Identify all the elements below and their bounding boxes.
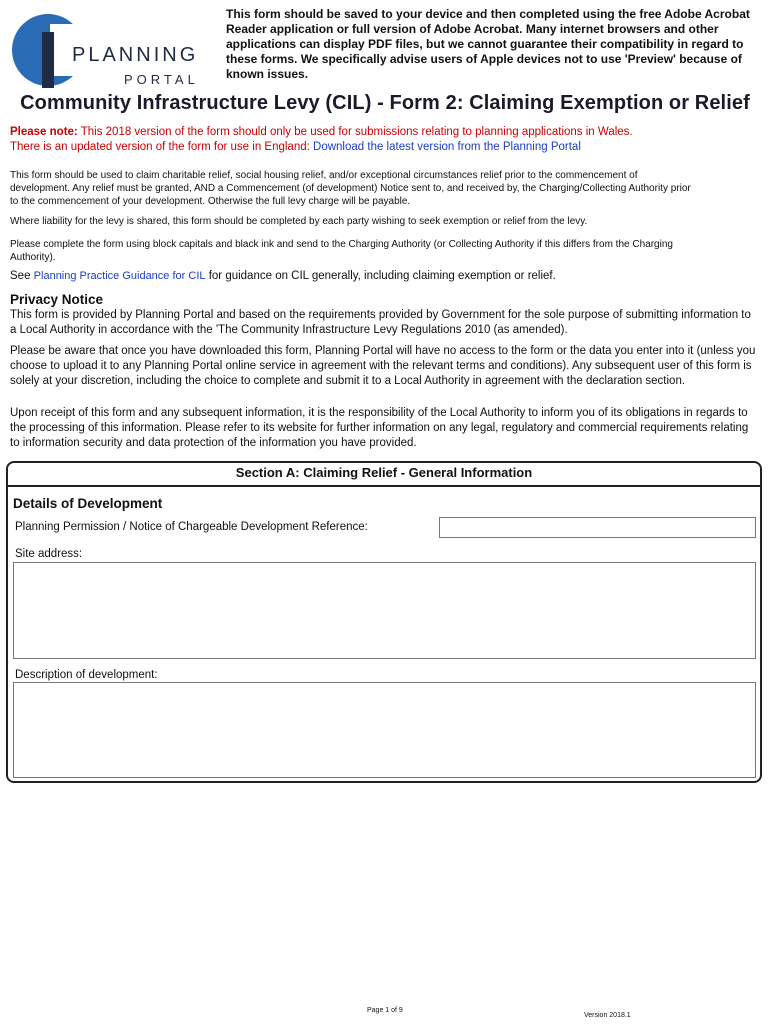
top-warning: This form should be saved to your device and then completed using the free Adobe Acrobat Reader application or full version of Adobe Acrobat. Many internet browsers and other applications can display PDF files, but we cannot guarantee their compatibility in regard to these forms. We specifically advise users of Apple devices not to use 'Preview' because of known issues.: [226, 7, 750, 81]
page-number: Page 1 of 9: [367, 1007, 403, 1014]
version-label: Version 2018.1: [584, 1012, 631, 1019]
see-text: See: [10, 270, 31, 282]
description-input[interactable]: [13, 682, 756, 778]
note-label: Please note:: [10, 126, 78, 138]
description-label: Description of development:: [15, 669, 158, 681]
note-text-1: This 2018 version of the form should only be used for submissions relating to planning applications in Wales.: [77, 126, 633, 138]
privacy-heading: Privacy Notice: [10, 292, 104, 307]
section-a-header: Section A: Claiming Relief - General Information: [6, 461, 762, 487]
privacy-paragraph-3: Upon receipt of this form and any subsequent information, it is the responsibility of the Local Authority to inform you of its obligations in regards to the processing of this information. Please refer to its website for further information on any legal, regulatory and commercial requirements relating to information security and data protection of the information you have provided.: [10, 407, 749, 449]
privacy-paragraph-2: Please be aware that once you have downloaded this form, Planning Portal will have no access to the form or the data you enter into it (unless you choose to upload it to any Planning Portal online service in agreement with the relevant terms and conditions). Any subsequent user of this form is solely at your discretion, including the choice to complete and submit it to a Local Authority in agreement with the declaration section.: [10, 345, 756, 387]
planning-guidance-link[interactable]: Planning Practice Guidance for CIL: [33, 270, 206, 282]
details-heading: Details of Development: [13, 496, 163, 511]
planning-portal-logo: [12, 12, 202, 88]
logo-text-planning: PLANNING: [72, 44, 199, 66]
site-address-label: Site address:: [15, 548, 83, 560]
logo-text-portal: PORTAL: [124, 72, 199, 87]
intro-paragraph-3: Please complete the form using block capitals and black ink and send to the Charging Authority (or Collecting Authority if this differs from the Charging Authority).: [10, 239, 673, 263]
see-rest-text: for guidance on CIL generally, including claiming exemption or relief.: [208, 270, 556, 282]
privacy-paragraph-1: This form is provided by Planning Portal and based on the requirements provided by Government for the sole purpose of submitting information to a Local Authority in accordance with the 'The Community Infrastructure Levy Regulations 2010 (as amended).: [10, 309, 751, 336]
reference-label: Planning Permission / Notice of Chargeable Development Reference:: [15, 521, 368, 533]
reference-input[interactable]: [439, 517, 756, 538]
download-latest-link[interactable]: Download the latest version from the Planning Portal: [313, 141, 581, 153]
intro-paragraph-1: This form should be used to claim charitable relief, social housing relief, and/or exceptional circumstances relief prior to the commencement of development. Any relief must be granted, AND a Commencement (of development) Notice sent to, and received by, the Charging/Collecting Authority prior to the commencement of your development. Otherwise the full levy charge will be payable.: [10, 170, 691, 207]
note-text-2: There is an updated version of the form for use in England:: [10, 141, 310, 153]
guidance-line: [10, 269, 760, 284]
please-note: [10, 125, 760, 155]
page-title: Community Infrastructure Levy (CIL) - Form 2: Claiming Exemption or Relief: [20, 92, 750, 114]
intro-paragraph-2: Where liability for the levy is shared, this form should be completed by each party wishing to seek exemption or relief from the levy.: [10, 216, 588, 227]
site-address-input[interactable]: [13, 562, 756, 659]
